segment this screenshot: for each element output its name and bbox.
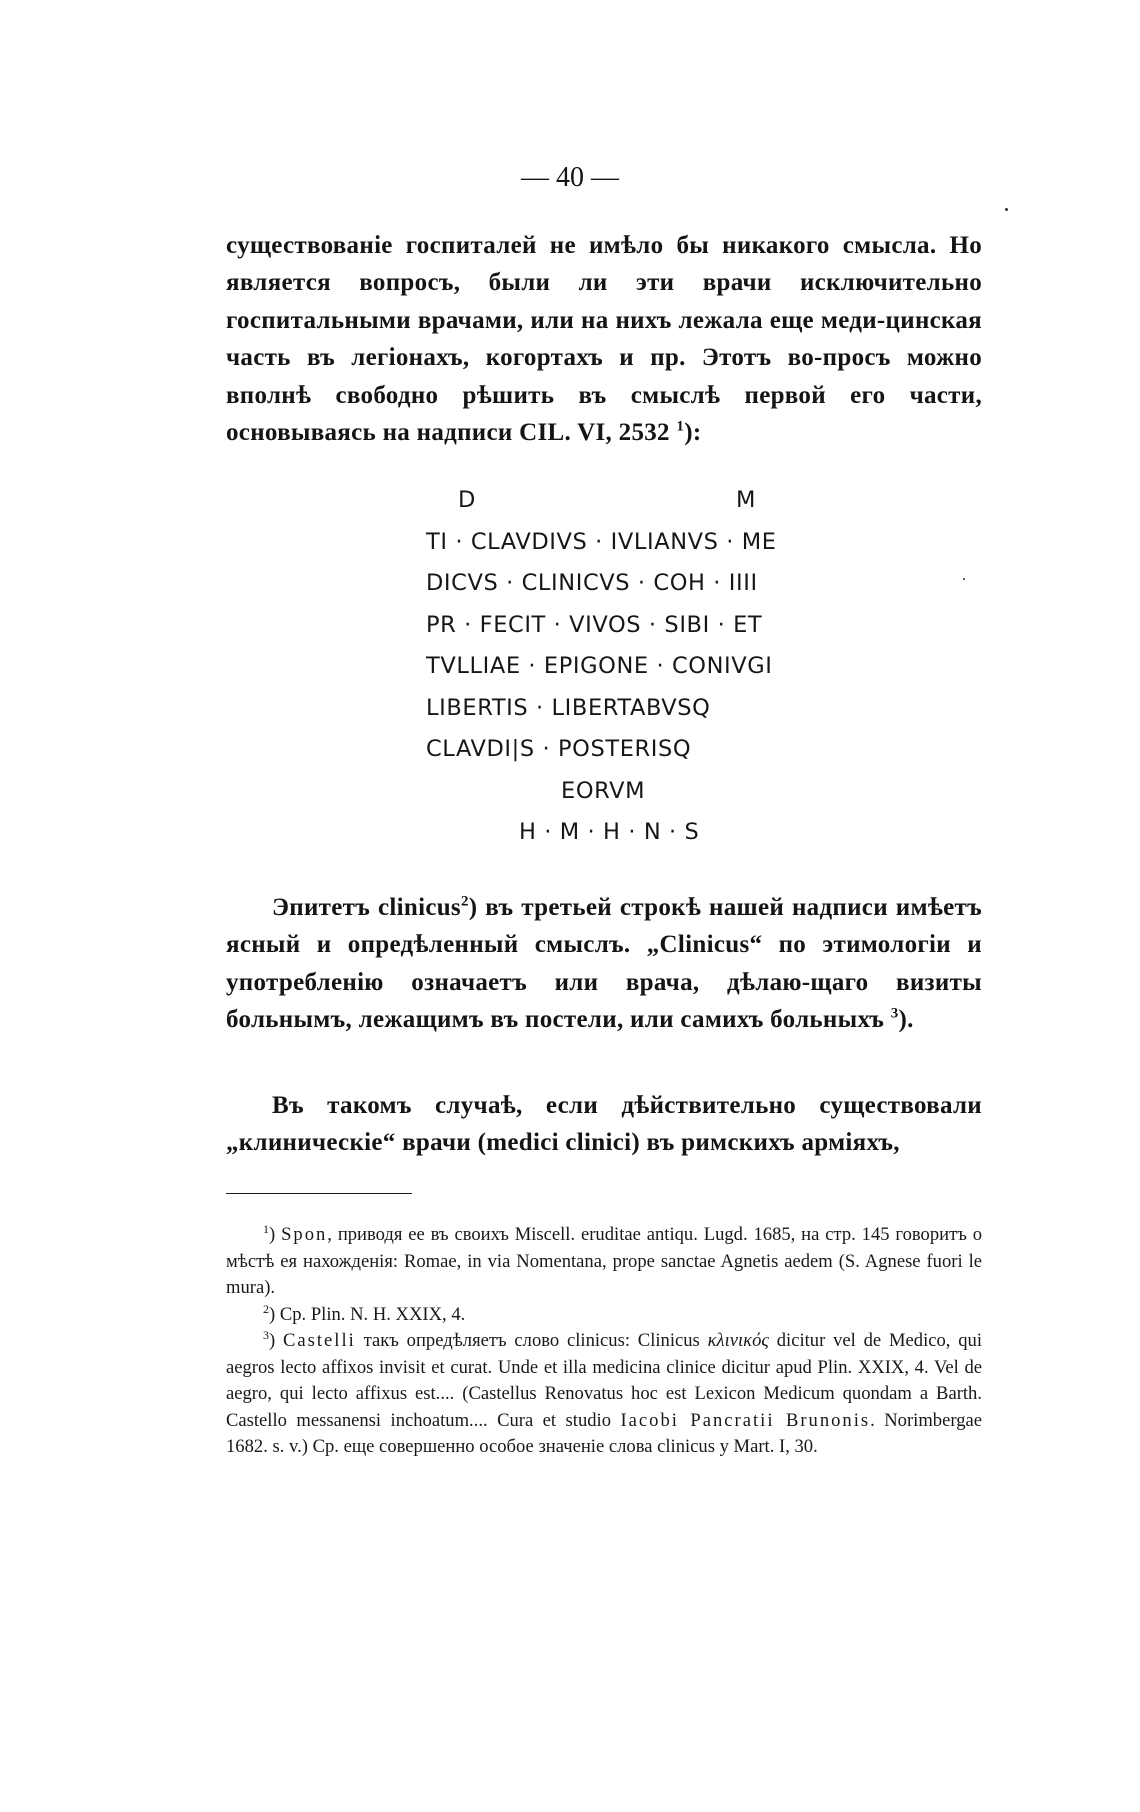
- inscription-line-5: TVLLIAE · EPIGONE · CONIVGI: [426, 653, 773, 679]
- paragraph-2-tail: ).: [898, 1006, 914, 1034]
- paragraph-1-tail: ):: [684, 419, 702, 447]
- footnote-3-name: Iacobi Pancratii Brunonis: [620, 1409, 871, 1431]
- inscription-line-2: TI · CLAVDIVS · IVLIANVS · ME: [426, 528, 777, 555]
- paragraph-2-text: ) въ третьей строкѣ нашей надписи имѣетъ ясный и опредѣленный смыслъ. „Clinicus“ по этимологіи и употребленію означаетъ или врача, дѣлаю-щаго визиты больнымъ, лежащимъ въ постели, или самихъ больныхъ: [226, 894, 982, 1034]
- inscription-line-6: LIBERTIS · LIBERTABVSQ: [426, 694, 711, 721]
- inscription-line-9: H · M · H · N · S: [519, 819, 700, 845]
- inscription-line-dm: [426, 480, 756, 522]
- footnote-ref-1[interactable]: 1: [676, 418, 685, 435]
- print-speck: [1005, 208, 1008, 211]
- footnote-1-number: 1: [263, 1221, 269, 1236]
- footnote-2-number: 2: [263, 1301, 269, 1316]
- footnote-1-text: , приводя ее въ своихъ Miscell. eruditae antiqu. Lugd. 1685, на стр. 145 говоритъ о мѣстѣ ея нахожденія: Romae, in via Nomentana, prope sanctae Agnetis aedem (S. Agnese fuori le mura).: [226, 1224, 982, 1298]
- footnote-3-paren: ): [269, 1330, 283, 1351]
- footnote-3-number: 3: [263, 1327, 269, 1342]
- footnotes: [226, 1222, 982, 1461]
- footnote-3: [226, 1328, 982, 1461]
- inscription-line-8: EORVM: [561, 777, 646, 804]
- footnote-1: [226, 1222, 982, 1302]
- footnote-3-text-a: такъ опредѣляетъ слово clinicus: Clinicus: [355, 1330, 708, 1351]
- inscription-line-4: PR · FECIT · VIVOS · SIBI · ET: [426, 611, 763, 638]
- print-speck: [963, 578, 965, 580]
- footnote-ref-3[interactable]: 3: [890, 1005, 899, 1022]
- footnote-3-text-c: . Norimbergae 1682. s. v.) Cp. еще совершенно особое значеніе слова clinicus у Mart. I, 30.: [226, 1409, 982, 1457]
- latin-inscription: [426, 480, 826, 854]
- paragraph-2-lead: Эпитетъ clinicus: [272, 894, 461, 921]
- paragraph-1-text: существованіе госпиталей не имѣло бы никакого смысла. Но является вопросъ, были ли эти врачи исключительно госпитальными врачами, или на нихъ лежала еще меди-цинская часть въ легіонахъ, когортахъ и пр. Этотъ во-просъ можно вполнѣ свободно рѣшить въ смыслѣ первой его части, основываясь на надписи CIL. VI, 2532: [226, 232, 982, 447]
- footnote-ref-2[interactable]: 2: [460, 893, 469, 910]
- paragraph-1: [226, 227, 982, 451]
- footnote-2: [226, 1302, 982, 1329]
- footnote-3-author: Castelli: [283, 1330, 356, 1351]
- paragraph-3: Въ такомъ случаѣ, если дѣйствительно существовали „клиническіе“ врачи (medici clinici) въ римскихъ арміяхъ,: [226, 1092, 982, 1157]
- inscription-line-7: CLAVDI|S · POSTERISQ: [426, 736, 692, 762]
- footnote-2-paren: ): [269, 1303, 280, 1325]
- footnote-1-author: Spon: [281, 1224, 328, 1245]
- footnote-3-greek-word: κλινικός: [707, 1330, 769, 1351]
- inscription-line-3: DICVS · CLINICVS · COH · IIII: [426, 570, 758, 596]
- footnote-separator: [226, 1193, 412, 1194]
- footnote-1-paren: ): [269, 1224, 282, 1245]
- page-number: — 40 —: [521, 162, 619, 193]
- footnote-3-text-b: dicitur vel de Medico, qui aegros lecto affixos invisit et curat. Unde et illa medicina clinice dicitur apud Plin. XXIX, 4. Vel de aegro, qui lecto affixus est.... (Castellus Renovatus hoc est Lexicon Medicum quondam a Barth. Castello messanensi inchoatum.... Cura et studio: [226, 1330, 982, 1431]
- paragraph-2: [226, 889, 982, 1039]
- inscription-m: M: [735, 487, 756, 513]
- inscription-d: D: [458, 487, 476, 513]
- footnote-2-text: Cp. Plin. N. H. XXIX, 4.: [279, 1303, 466, 1325]
